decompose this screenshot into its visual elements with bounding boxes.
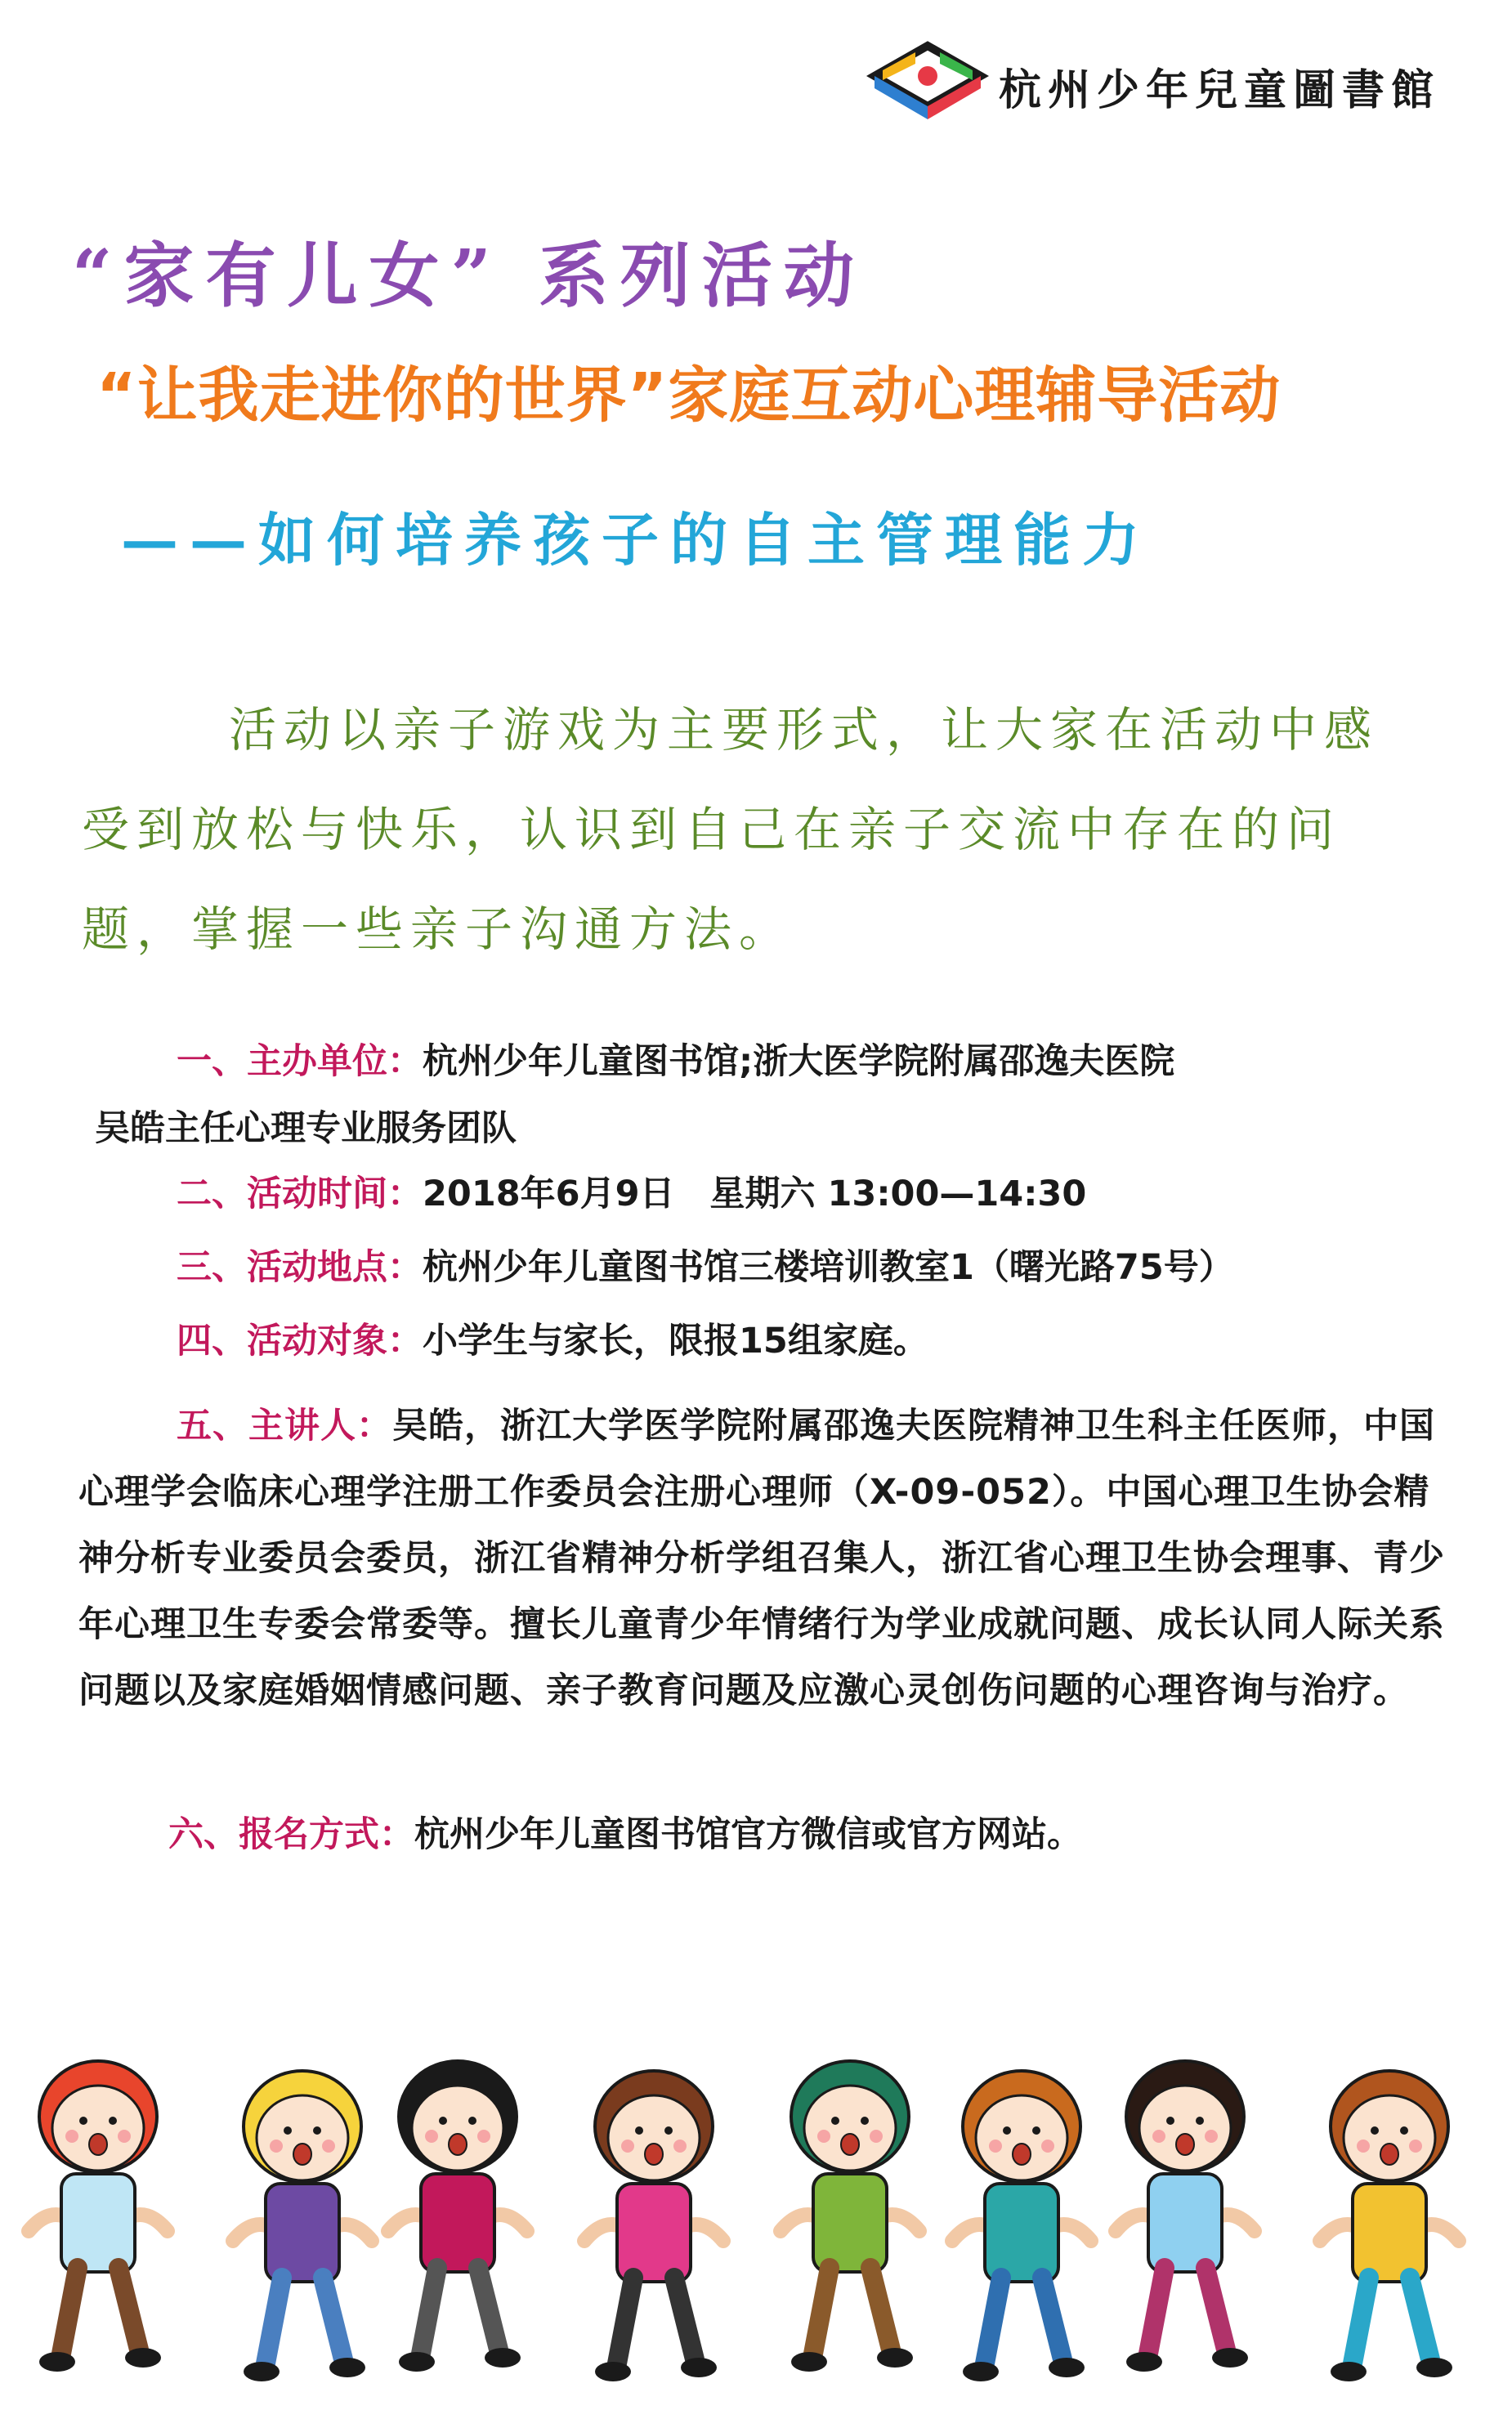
library-logo [866,31,1487,129]
signup-value: 杭州少年儿童图书馆官方微信或官方网站。 [414,1814,1082,1855]
library-logo-icon [866,31,989,129]
organizer-row-2 [95,1101,517,1151]
child-figure [781,2061,919,2372]
child-figure [388,2061,527,2372]
organizer-value: 杭州少年儿童图书馆;浙大医学院附属邵逸夫医院 [423,1041,1175,1082]
speaker-value: 吴皓，浙江大学医学院附属邵逸夫医院精神卫生科主任医师，中国心理学会临床心理学注册工作委员会注册心理师（X-09-052）。中国心理卫生协会精神分析专业委员会委员，浙江省精神分析学组召集人，浙江省心理卫生协会理事、青少年心理卫生专委会常委等。擅长儿童青少年情绪行为学业成就问题、成长认同人际关系问题以及家庭婚姻情感问题、亲子教育问题及应激心灵创伤问题的心理咨询与治疗。 [78,1406,1445,1711]
organizer-label: 一、主办单位： [177,1041,423,1082]
child-figure [584,2071,723,2381]
child-figure [1116,2061,1255,2372]
time-value: 2018年6月9日 星期六 13:00—14:30 [423,1174,1087,1214]
speaker-paragraph [78,1393,1460,1724]
time-row [177,1166,1086,1216]
event-subtitle: ——如何培养孩子的自主管理能力 [121,506,1151,574]
intro-paragraph: 活动以亲子游戏为主要形式，让大家在活动中感受到放松与快乐，认识到自己在亲子交流中存在的问题，掌握一些亲子沟通方法。 [82,702,1380,957]
child-figure [29,2061,168,2372]
speaker-label: 五、主讲人： [177,1406,392,1447]
audience-value: 小学生与家长，限报15组家庭。 [423,1321,928,1362]
child-figure [952,2071,1091,2381]
organizer-row [177,1034,1174,1084]
audience-label: 四、活动对象： [177,1321,423,1362]
time-label: 二、活动时间： [177,1174,423,1214]
place-value: 杭州少年儿童图书馆三楼培训教室1（曙光路75号） [423,1247,1234,1288]
series-title: “家有儿女” 系列活动 [72,235,866,317]
organizer-value-2: 吴皓主任心理专业服务团队 [95,1108,517,1149]
signup-label: 六、报名方式： [168,1814,414,1855]
signup-row [168,1807,1082,1857]
place-row [177,1240,1234,1290]
children-holding-hands-icon [0,2019,1512,2428]
audience-row [177,1313,928,1363]
child-figure [233,2071,372,2381]
child-figure [1320,2071,1459,2381]
place-label: 三、活动地点： [177,1247,423,1288]
event-title: “让我走进你的世界”家庭互动心理辅导活动 [96,360,1282,431]
library-name: 杭州少年兒童圖書館 [999,65,1441,115]
